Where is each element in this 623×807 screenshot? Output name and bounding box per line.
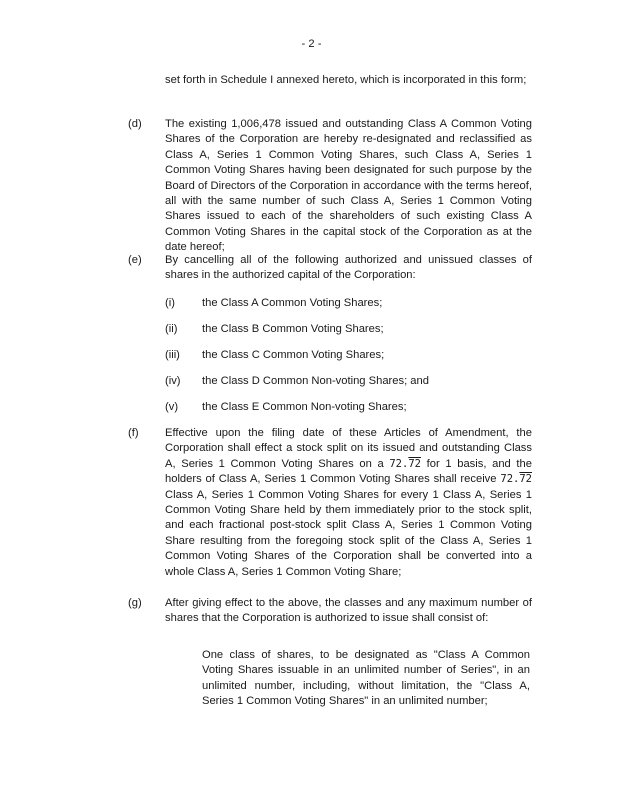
ratio-value-1 — [389, 458, 421, 470]
page-number: - 2 - — [301, 38, 322, 50]
subitem-iii-label: (iii) — [165, 349, 180, 361]
subitem-v-text: the Class E Common Non-voting Shares; — [202, 401, 407, 413]
carryover-paragraph: set forth in Schedule I annexed hereto, which is incorporated in this form; — [165, 74, 527, 86]
item-f-paragraph — [165, 426, 532, 580]
item-g-quote: One class of shares, to be designated as "Class A Common Voting Shares issuable in an unlimited number of Series", in an unlimited number, including, without limitation, the "Class A, Series 1 Common Voting Shares" in an unlimited number; — [202, 649, 530, 708]
subitem-iv-text: the Class D Common Non-voting Shares; and — [202, 375, 429, 387]
item-d-label: (d) — [128, 118, 142, 130]
ratio-whole-1: 72. — [389, 457, 409, 470]
item-g-label: (g) — [128, 597, 142, 609]
ratio-whole-2: 72. — [500, 473, 520, 486]
ratio-value-2 — [500, 473, 532, 485]
item-f-text-part2: for 1 basis, and the holders of Class A, Series 1 Common Voting Shares shall receive — [165, 457, 532, 486]
item-f-label: (f) — [128, 427, 139, 439]
item-e-paragraph: By cancelling all of the following authorized and unissued classes of shares in the authorized capital of the Corporation: — [165, 254, 532, 282]
subitem-i-label: (i) — [165, 297, 175, 309]
subitem-v-label: (v) — [165, 401, 179, 413]
item-f-text-part1: Effective upon the filing date of these Articles of Amendment, the Corporation shall effect a stock split on its issued and outstanding Class A, Series 1 Common Voting Shares on a — [165, 427, 532, 470]
subitem-iii-text: the Class C Common Voting Shares; — [202, 349, 385, 361]
subitem-ii-label: (ii) — [165, 323, 178, 335]
subitem-ii-text: the Class B Common Voting Shares; — [202, 323, 384, 335]
item-f-text-part3: Class A, Series 1 Common Voting Shares for every 1 Class A, Series 1 Common Voting Share held by them immediately prior to the stock split, and each fractional post-stock split Class A, Series 1 Common Voting Share resulting from the foregoing stock split of the Class A, Series 1 Common Voting Shares of the Corporation shall be converted into a whole Class A, Series 1 Common Voting Share; — [165, 488, 532, 578]
ratio-repeat-1: 72 — [408, 457, 421, 470]
ratio-repeat-2: 72 — [519, 473, 532, 486]
item-e-label: (e) — [128, 254, 142, 266]
subitem-iv-label: (iv) — [165, 375, 181, 387]
item-g-paragraph: After giving effect to the above, the classes and any maximum number of shares that the Corporation is authorized to issue shall consist of: — [165, 597, 532, 625]
item-d-paragraph: The existing 1,006,478 issued and outstanding Class A Common Voting Shares of the Corporation are hereby re-designated and reclassified as Class A, Series 1 Common Voting Shares, such Class A, Series 1 Common Voting Shares having been designated for such purpose by the Board of Directors of the Corporation in accordance with the terms hereof, all with the same number of such Class A, Series 1 Common Voting Shares issued to each of the shareholders of such existing Class A Common Voting Shares in the capital stock of the Corporation as at the date hereof; — [165, 118, 532, 254]
subitem-i-text: the Class A Common Voting Shares; — [202, 297, 383, 309]
